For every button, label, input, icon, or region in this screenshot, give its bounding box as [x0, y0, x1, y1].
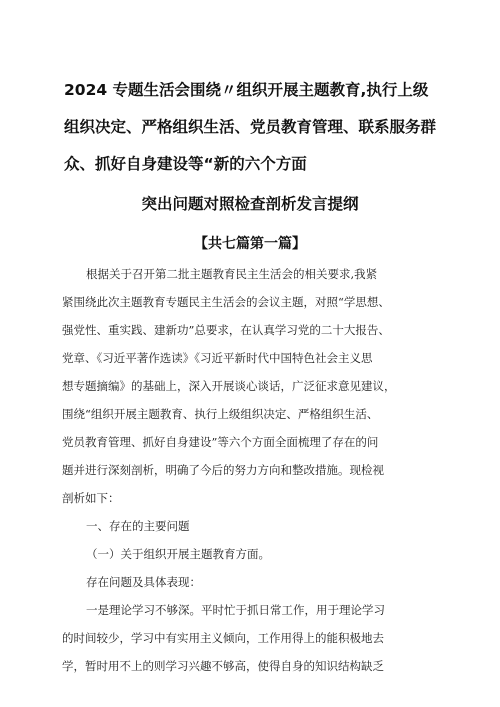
body-line: 根据关于召开第二批主题教育民主生活会的相关要求,我紧 [86, 267, 378, 281]
title-line: 众、抓好自身建设等“新的六个方面 [64, 155, 307, 173]
document-title [64, 72, 444, 183]
body-line: 学，暂时用不上的则学习兴趣不够高，使得自身的知识结构缺乏 [62, 659, 384, 673]
body-line: 紧围绕此次主题教育专题民主生活会的会议主题，对照“学思想、 [62, 295, 390, 309]
body-line: 一是理论学习不够深。平时忙于抓日常工作，用于理论学习 [86, 603, 385, 617]
body-line: 剖析如下： [62, 491, 120, 505]
title-line: 组织决定、严格组织生活、党员教育管理、联系服务群 [64, 118, 437, 136]
document-subtitle: 突出问题对照检查剖析发言提纲 [141, 195, 359, 213]
title-line: 2024 专题生活会围绕〃组织开展主题教育,执行上级 [64, 81, 429, 99]
body-line: 题并进行深刻剖析，明确了今后的努力方向和整改措施。现检视 [62, 463, 384, 477]
body-line: 的时间较少，学习中有实用主义倾向，工作用得上的能积极地去 [62, 631, 384, 645]
body-line: 存在问题及具体表现： [86, 575, 201, 589]
subsection-heading: （一）关于组织开展主题教育方面。 [86, 547, 270, 561]
body-line: 围绕“组织开展主题教育、执行上级组织决定、严格组织生活、 [62, 407, 379, 421]
body-line: 党章、《习近平著作选读》《习近平新时代中国特色社会主义思 [62, 351, 373, 365]
section-marker: 【共七篇第一篇】 [194, 236, 306, 252]
section-heading: 一、存在的主要问题 [86, 519, 190, 533]
body-line: 想专题摘编》的基础上，深入开展谈心谈话，广泛征求意见建议， [62, 379, 396, 393]
body-line: 强党性、重实践、建新功”总要求，在认真学习党的二十大报告、 [62, 323, 390, 337]
body-line: 党员教育管理、抓好自身建设”等六个方面全面梳理了存在的问 [62, 435, 379, 449]
